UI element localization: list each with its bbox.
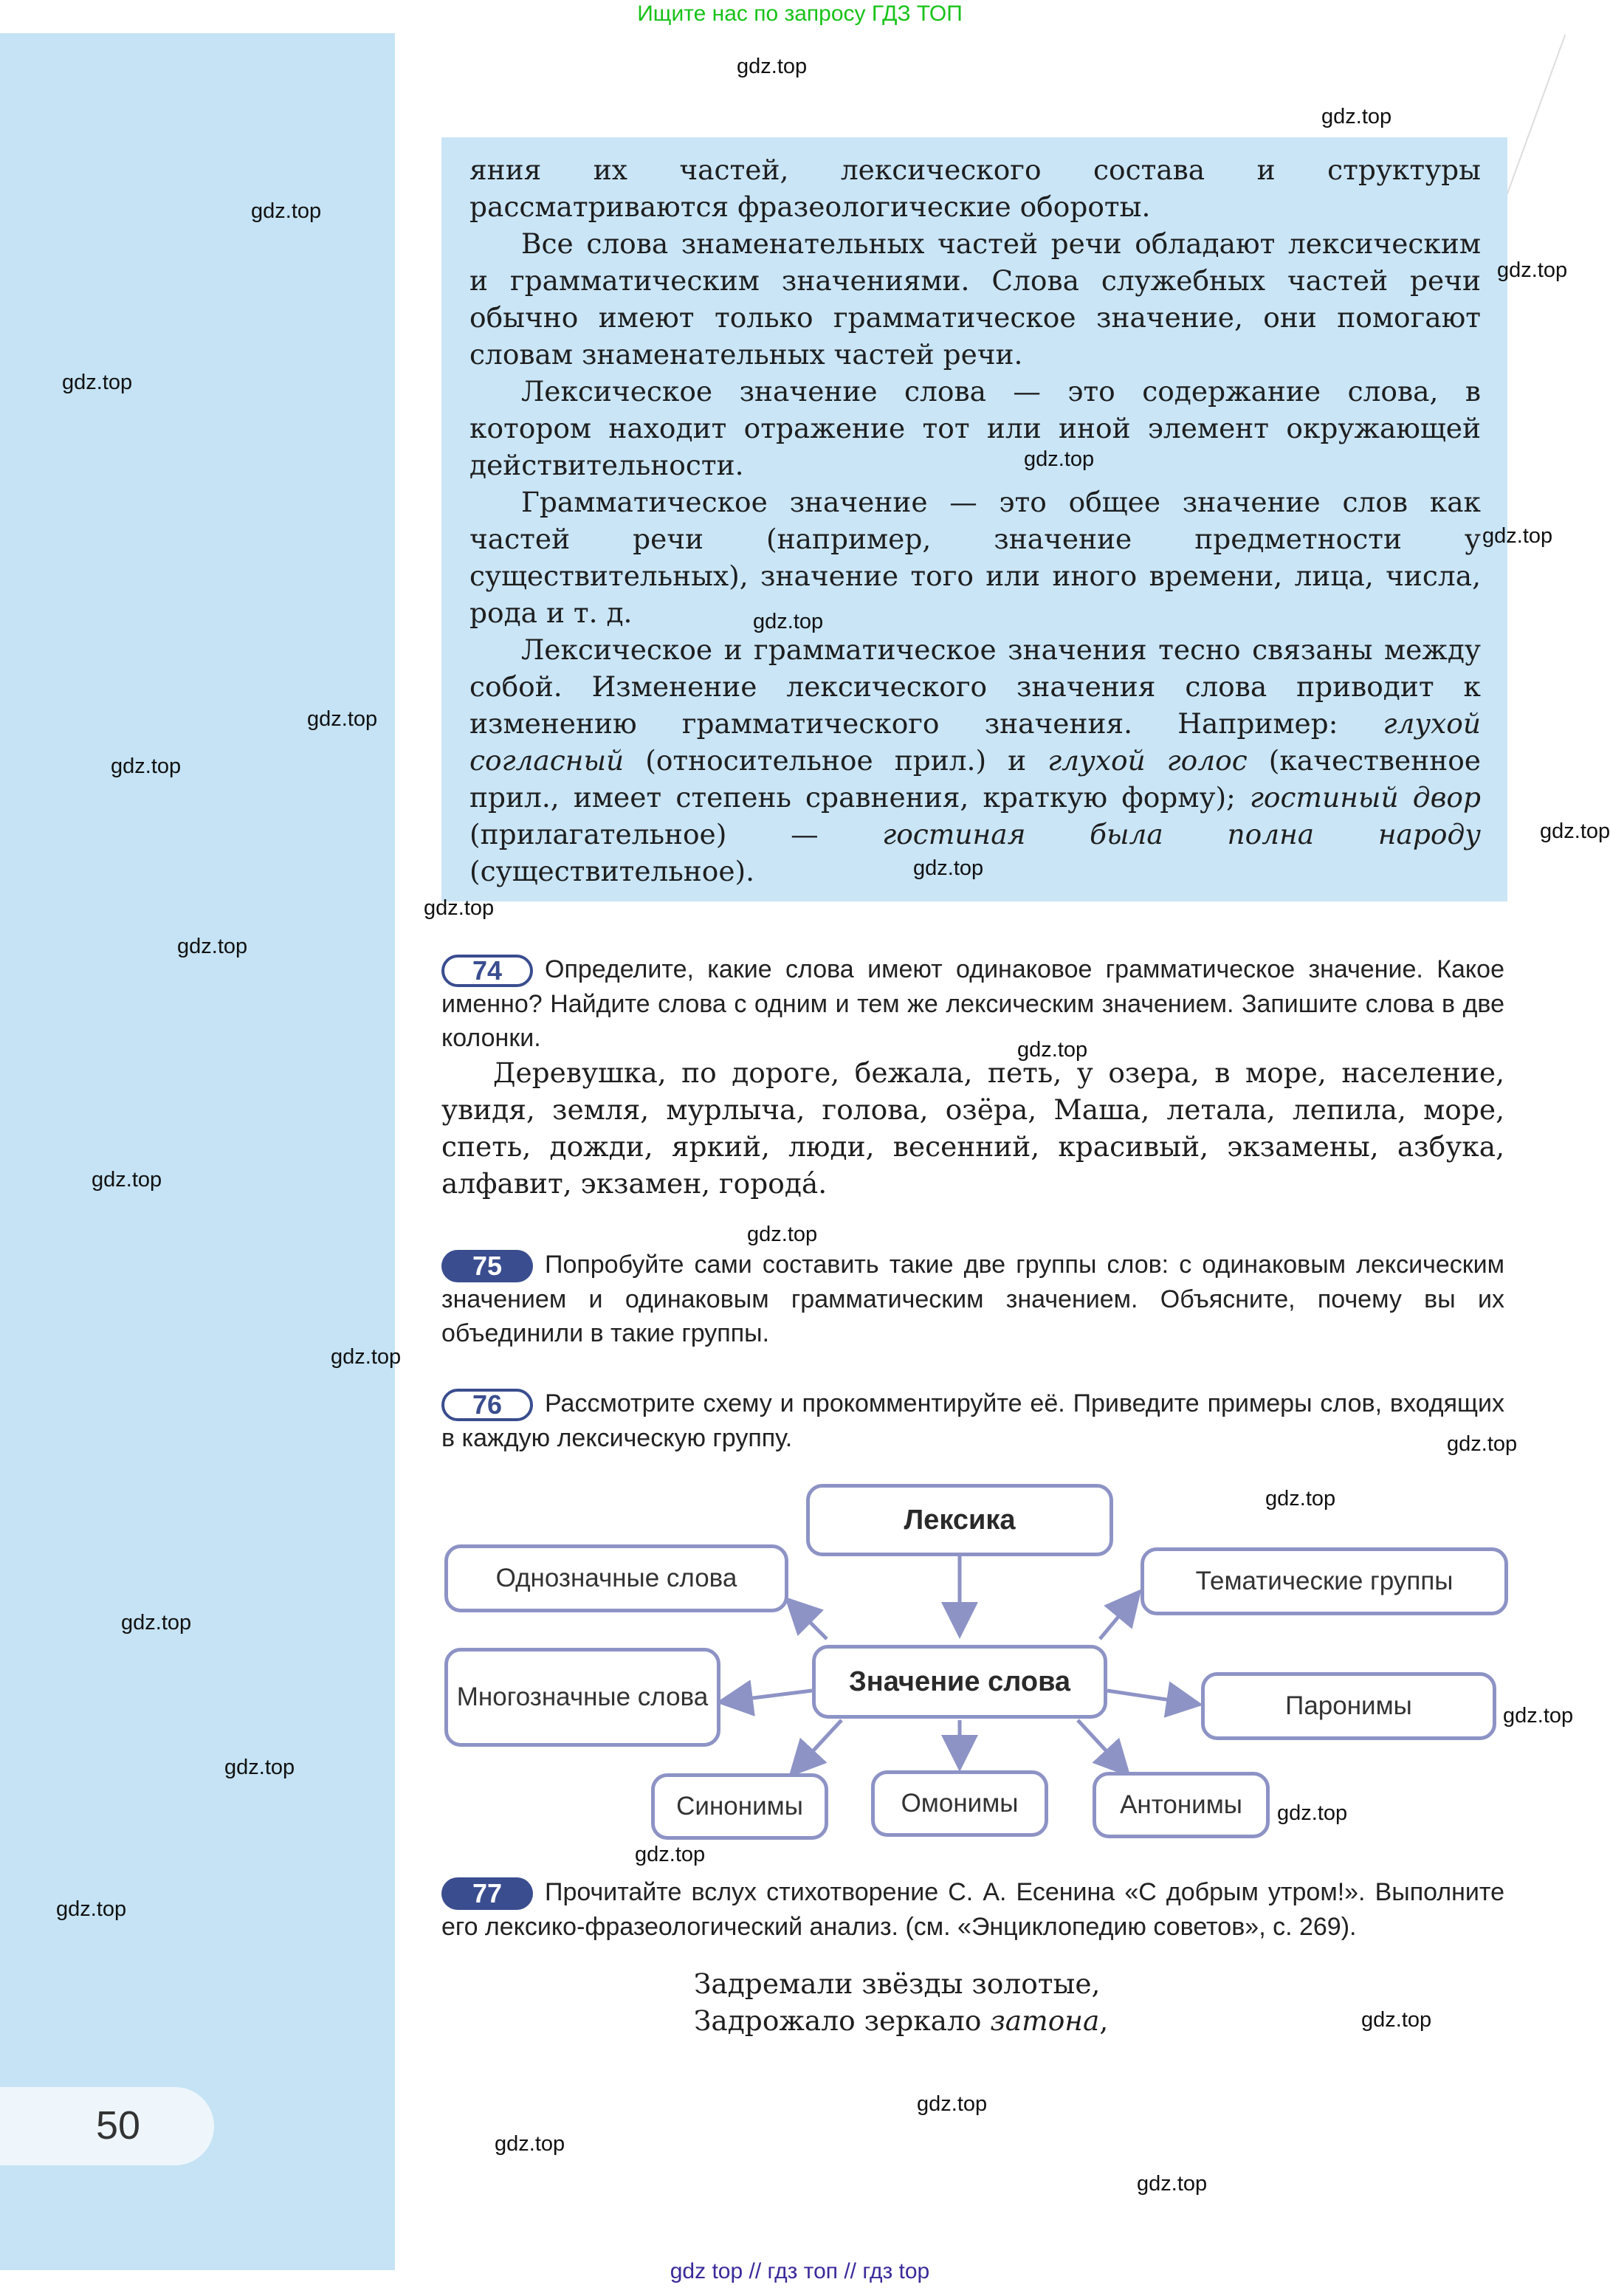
diagram-node-monosemous: Однозначные слова bbox=[444, 1544, 788, 1612]
diagram-node-homonyms: Омонимы bbox=[871, 1770, 1048, 1837]
watermark: gdz.top bbox=[424, 896, 495, 920]
watermark: gdz.top bbox=[1361, 2008, 1432, 2032]
watermark: gdz.top bbox=[1321, 105, 1392, 128]
task-76 bbox=[441, 1386, 1504, 1455]
example-italic: гостиная была полна народу bbox=[882, 818, 1481, 850]
task-text: Определите, какие слова имеют одинаковое грамматическое значение. Какое именно? Найдите слова с одним и тем же лексическим значением. Запишите слова в две колонки. bbox=[441, 955, 1504, 1053]
text-run: (прилагательное) — bbox=[469, 818, 883, 850]
text-run: Лексическое и грамматическое значения тесно связаны между собой. Изменение лексического значения слова приводит к изменению грамматического значения. Например: bbox=[469, 633, 1481, 740]
arrow-right-up bbox=[1100, 1595, 1137, 1639]
watermark: gdz.top bbox=[1277, 1801, 1348, 1825]
watermark: gdz.top bbox=[917, 2092, 988, 2116]
watermark: gdz.top bbox=[1503, 1704, 1574, 1728]
theory-paragraph: яния их частей, лексического состава и структуры рассматриваются фразеологические обороты. bbox=[469, 154, 1481, 223]
example-italic: гостиный двор bbox=[1249, 781, 1481, 814]
task-text: Рассмотрите схему и прокомментируйте её. Приведите примеры слов, входящих в каждую лексическую группу. bbox=[441, 1389, 1504, 1453]
task-text: Прочитайте вслух стихотворение С. А. Есенина «С добрым утром!». Выполните его лексико-фразеологический анализ. (см. «Энциклопедию советов», с. 269). bbox=[441, 1878, 1504, 1942]
diagram-node-synonyms: Синонимы bbox=[651, 1773, 828, 1840]
diagram-node-thematic-groups: Тематические группы bbox=[1141, 1547, 1508, 1615]
watermark: gdz.top bbox=[1497, 258, 1568, 282]
theory-paragraph: Лексическое значение слова — это содержание слова, в котором находит отражение тот или иной элемент окружающей действительности. bbox=[469, 375, 1481, 481]
task-74 bbox=[441, 952, 1504, 1055]
watermark: gdz.top bbox=[177, 935, 248, 958]
theory-paragraph: Грамматическое значение — это общее значение слов как частей речи (например, значение предметности у существительных), значение того или иного времени, лица, числа, рода и т. д. bbox=[469, 486, 1481, 629]
watermark: gdz.top bbox=[1024, 447, 1095, 471]
diagram-node-antonyms: Антонимы bbox=[1093, 1772, 1270, 1838]
poem-line: Задремали звёзды золотые, bbox=[694, 1967, 1101, 2000]
task-75 bbox=[441, 1248, 1504, 1350]
diagram-node-lexicon: Лексика bbox=[806, 1484, 1113, 1556]
pen-mark bbox=[1507, 35, 1566, 195]
example-italic: глухой согласный bbox=[469, 707, 1481, 777]
task-number-badge: 76 bbox=[441, 1389, 533, 1421]
watermark: gdz.top bbox=[331, 1345, 402, 1369]
watermark: gdz.top bbox=[753, 610, 824, 633]
text-run: (существительное). bbox=[469, 855, 755, 887]
watermark: gdz.top bbox=[56, 1897, 127, 1921]
text-run: , bbox=[1099, 2004, 1109, 2037]
watermark: gdz.top bbox=[747, 1223, 818, 1246]
words-list-text: Деревушка, по дороге, бежала, петь, у озера, в море, население, увидя, земля, мурлыча, голова, озёра, Маша, летала, лепила, море, спеть, дожди, яркий, люди, весенний, красивый, экзамены, азбука, алфавит, экзамен, города́. bbox=[441, 1056, 1504, 1200]
top-banner[interactable]: Ищите нас по запросу ГДЗ ТОП bbox=[637, 1, 963, 26]
watermark: gdz.top bbox=[495, 2132, 565, 2156]
watermark: gdz.top bbox=[121, 1611, 192, 1635]
task-number-badge: 74 bbox=[441, 955, 533, 987]
watermark: gdz.top bbox=[251, 199, 322, 223]
poem bbox=[694, 1965, 1108, 2039]
diagram-node-polysemous: Многозначные слова bbox=[444, 1648, 720, 1747]
left-margin-bar bbox=[0, 33, 395, 2270]
watermark: gdz.top bbox=[62, 371, 133, 394]
arrow-down-left bbox=[794, 1720, 842, 1772]
example-italic: глухой голос bbox=[1047, 744, 1248, 777]
arrow-right bbox=[1107, 1691, 1196, 1704]
watermark: gdz.top bbox=[92, 1168, 162, 1192]
poem-line bbox=[694, 2002, 1108, 2039]
text-run: Задрожало зеркало bbox=[694, 2004, 991, 2037]
text-run: (качественное прил., имеет степень сравнения, краткую форму); bbox=[469, 744, 1481, 814]
watermark: gdz.top bbox=[737, 55, 808, 78]
watermark: gdz.top bbox=[1017, 1038, 1088, 1062]
arrow-left-up bbox=[790, 1602, 827, 1639]
arrow-down-right bbox=[1078, 1720, 1126, 1772]
watermark: gdz.top bbox=[1447, 1432, 1518, 1456]
theory-text bbox=[469, 151, 1481, 890]
italic-word: затона bbox=[990, 2004, 1100, 2037]
text-run: (относительное прил.) и bbox=[624, 744, 1048, 777]
watermark: gdz.top bbox=[913, 856, 984, 880]
footer-links[interactable]: gdz top // гдз топ // гдз top bbox=[670, 2259, 930, 2283]
watermark: gdz.top bbox=[1482, 524, 1553, 548]
watermark: gdz.top bbox=[1540, 819, 1610, 843]
task-number-badge: 75 bbox=[441, 1250, 533, 1282]
watermark: gdz.top bbox=[111, 755, 182, 778]
page-number: 50 bbox=[96, 2103, 141, 2148]
diagram-node-word-meaning: Значение слова bbox=[812, 1645, 1107, 1719]
task-text: Попробуйте сами составить такие две группы слов: с одинаковым лексическим значением и одинаковым грамматическим значением. Объясните, почему вы их объединили в такие группы. bbox=[441, 1251, 1504, 1348]
arrow-left bbox=[723, 1691, 812, 1702]
words-list bbox=[441, 1054, 1504, 1202]
watermark: gdz.top bbox=[1137, 2172, 1208, 2196]
watermark: gdz.top bbox=[224, 1756, 295, 1779]
task-77 bbox=[441, 1875, 1504, 1944]
watermark: gdz.top bbox=[635, 1843, 706, 1866]
theory-paragraph bbox=[469, 631, 1481, 890]
diagram-node-paronyms: Паронимы bbox=[1201, 1672, 1496, 1740]
task-number-badge: 77 bbox=[441, 1877, 533, 1910]
watermark: gdz.top bbox=[1265, 1487, 1336, 1510]
theory-paragraph: Все слова знаменательных частей речи обладают лексическим и грамматическим значениями. Слова служебных частей речи обычно имеют только грамматическое значение, они помогают словам знаменательных частей речи. bbox=[469, 227, 1481, 371]
watermark: gdz.top bbox=[307, 707, 378, 731]
